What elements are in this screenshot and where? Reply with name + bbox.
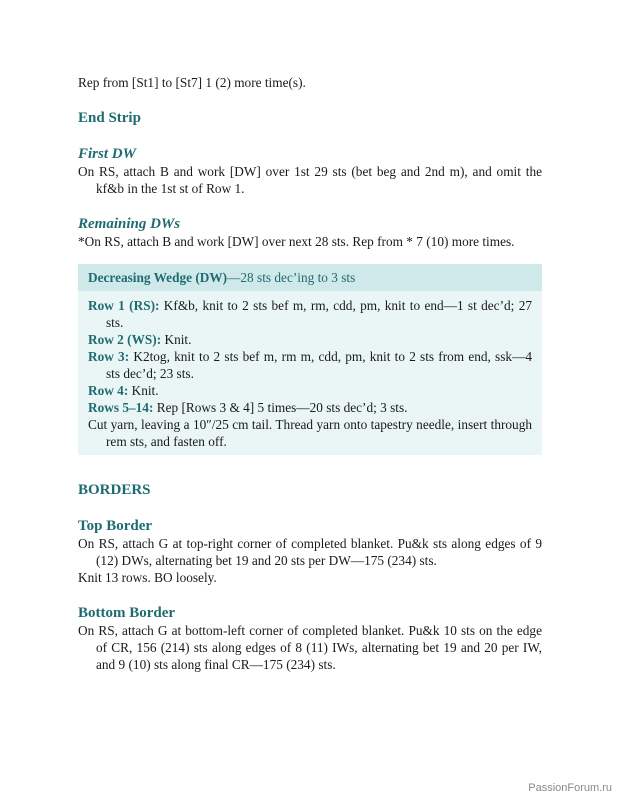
remaining-dws-heading: Remaining DWs (78, 216, 181, 232)
row-label: Row 1 (RS): (88, 298, 160, 313)
row-text: Knit. (128, 383, 159, 398)
row-text: Knit. (161, 332, 192, 347)
row-instruction (88, 348, 532, 382)
first-dw-heading: First DW (78, 146, 136, 162)
box-title: Decreasing Wedge (DW) (88, 270, 228, 285)
row-text: Rep [Rows 3 & 4] 5 times—20 sts dec’d; 3 sts. (153, 400, 408, 415)
decreasing-wedge-box (78, 264, 542, 455)
box-subtitle: —28 sts dec’ing to 3 sts (227, 270, 356, 285)
row-instruction (88, 399, 532, 416)
box-closing-text: Cut yarn, leaving a 10″/25 cm tail. Thread yarn onto tapestry needle, insert through rem sts, and fasten off. (88, 417, 532, 449)
bottom-border-text: On RS, attach G at bottom-left corner of completed blanket. Pu&k 10 sts on the edge of CR, 156 (214) sts along edges of 8 (11) IWs, alternating bet 19 and 20 per IW, and 9 (10) sts along final CR—175 (234) sts. (78, 623, 542, 672)
top-border-heading: Top Border (78, 518, 153, 534)
row-text: Kf&b, knit to 2 sts bef m, rm, cdd, pm, knit to end—1 st dec’d; 27 sts. (106, 298, 532, 330)
row-label: Rows 5–14: (88, 400, 154, 415)
watermark: PassionForum.ru (528, 782, 612, 794)
row-instruction (88, 331, 532, 348)
remaining-dws-text: *On RS, attach B and work [DW] over next 28 sts. Rep from * 7 (10) more times. (78, 234, 515, 249)
row-instruction (88, 382, 532, 399)
end-strip-heading: End Strip (78, 110, 141, 126)
borders-heading: BORDERS (78, 482, 151, 498)
box-body (78, 291, 542, 455)
row-text: K2tog, knit to 2 sts bef m, rm m, cdd, pm, knit to 2 sts from end, ssk—4 sts dec’d; 23 sts. (106, 349, 532, 381)
row-label: Row 3: (88, 349, 130, 364)
row-label: Row 2 (WS): (88, 332, 162, 347)
page-content (78, 0, 542, 673)
row-instruction (88, 297, 532, 331)
box-header (78, 264, 542, 291)
top-border-text: On RS, attach G at top-right corner of completed blanket. Pu&k sts along edges of 9 (12) DWs, alternating bet 19 and 20 sts per DW—175 (234) sts. (78, 536, 542, 568)
first-dw-text: On RS, attach B and work [DW] over 1st 29 sts (bet beg and 2nd m), and omit the kf&b in the 1st st of Row 1. (78, 164, 542, 196)
row-label: Row 4: (88, 383, 129, 398)
bottom-border-heading: Bottom Border (78, 605, 176, 621)
top-border-text-2: Knit 13 rows. BO loosely. (78, 570, 217, 585)
intro-text: Rep from [St1] to [St7] 1 (2) more time(s). (78, 75, 306, 90)
